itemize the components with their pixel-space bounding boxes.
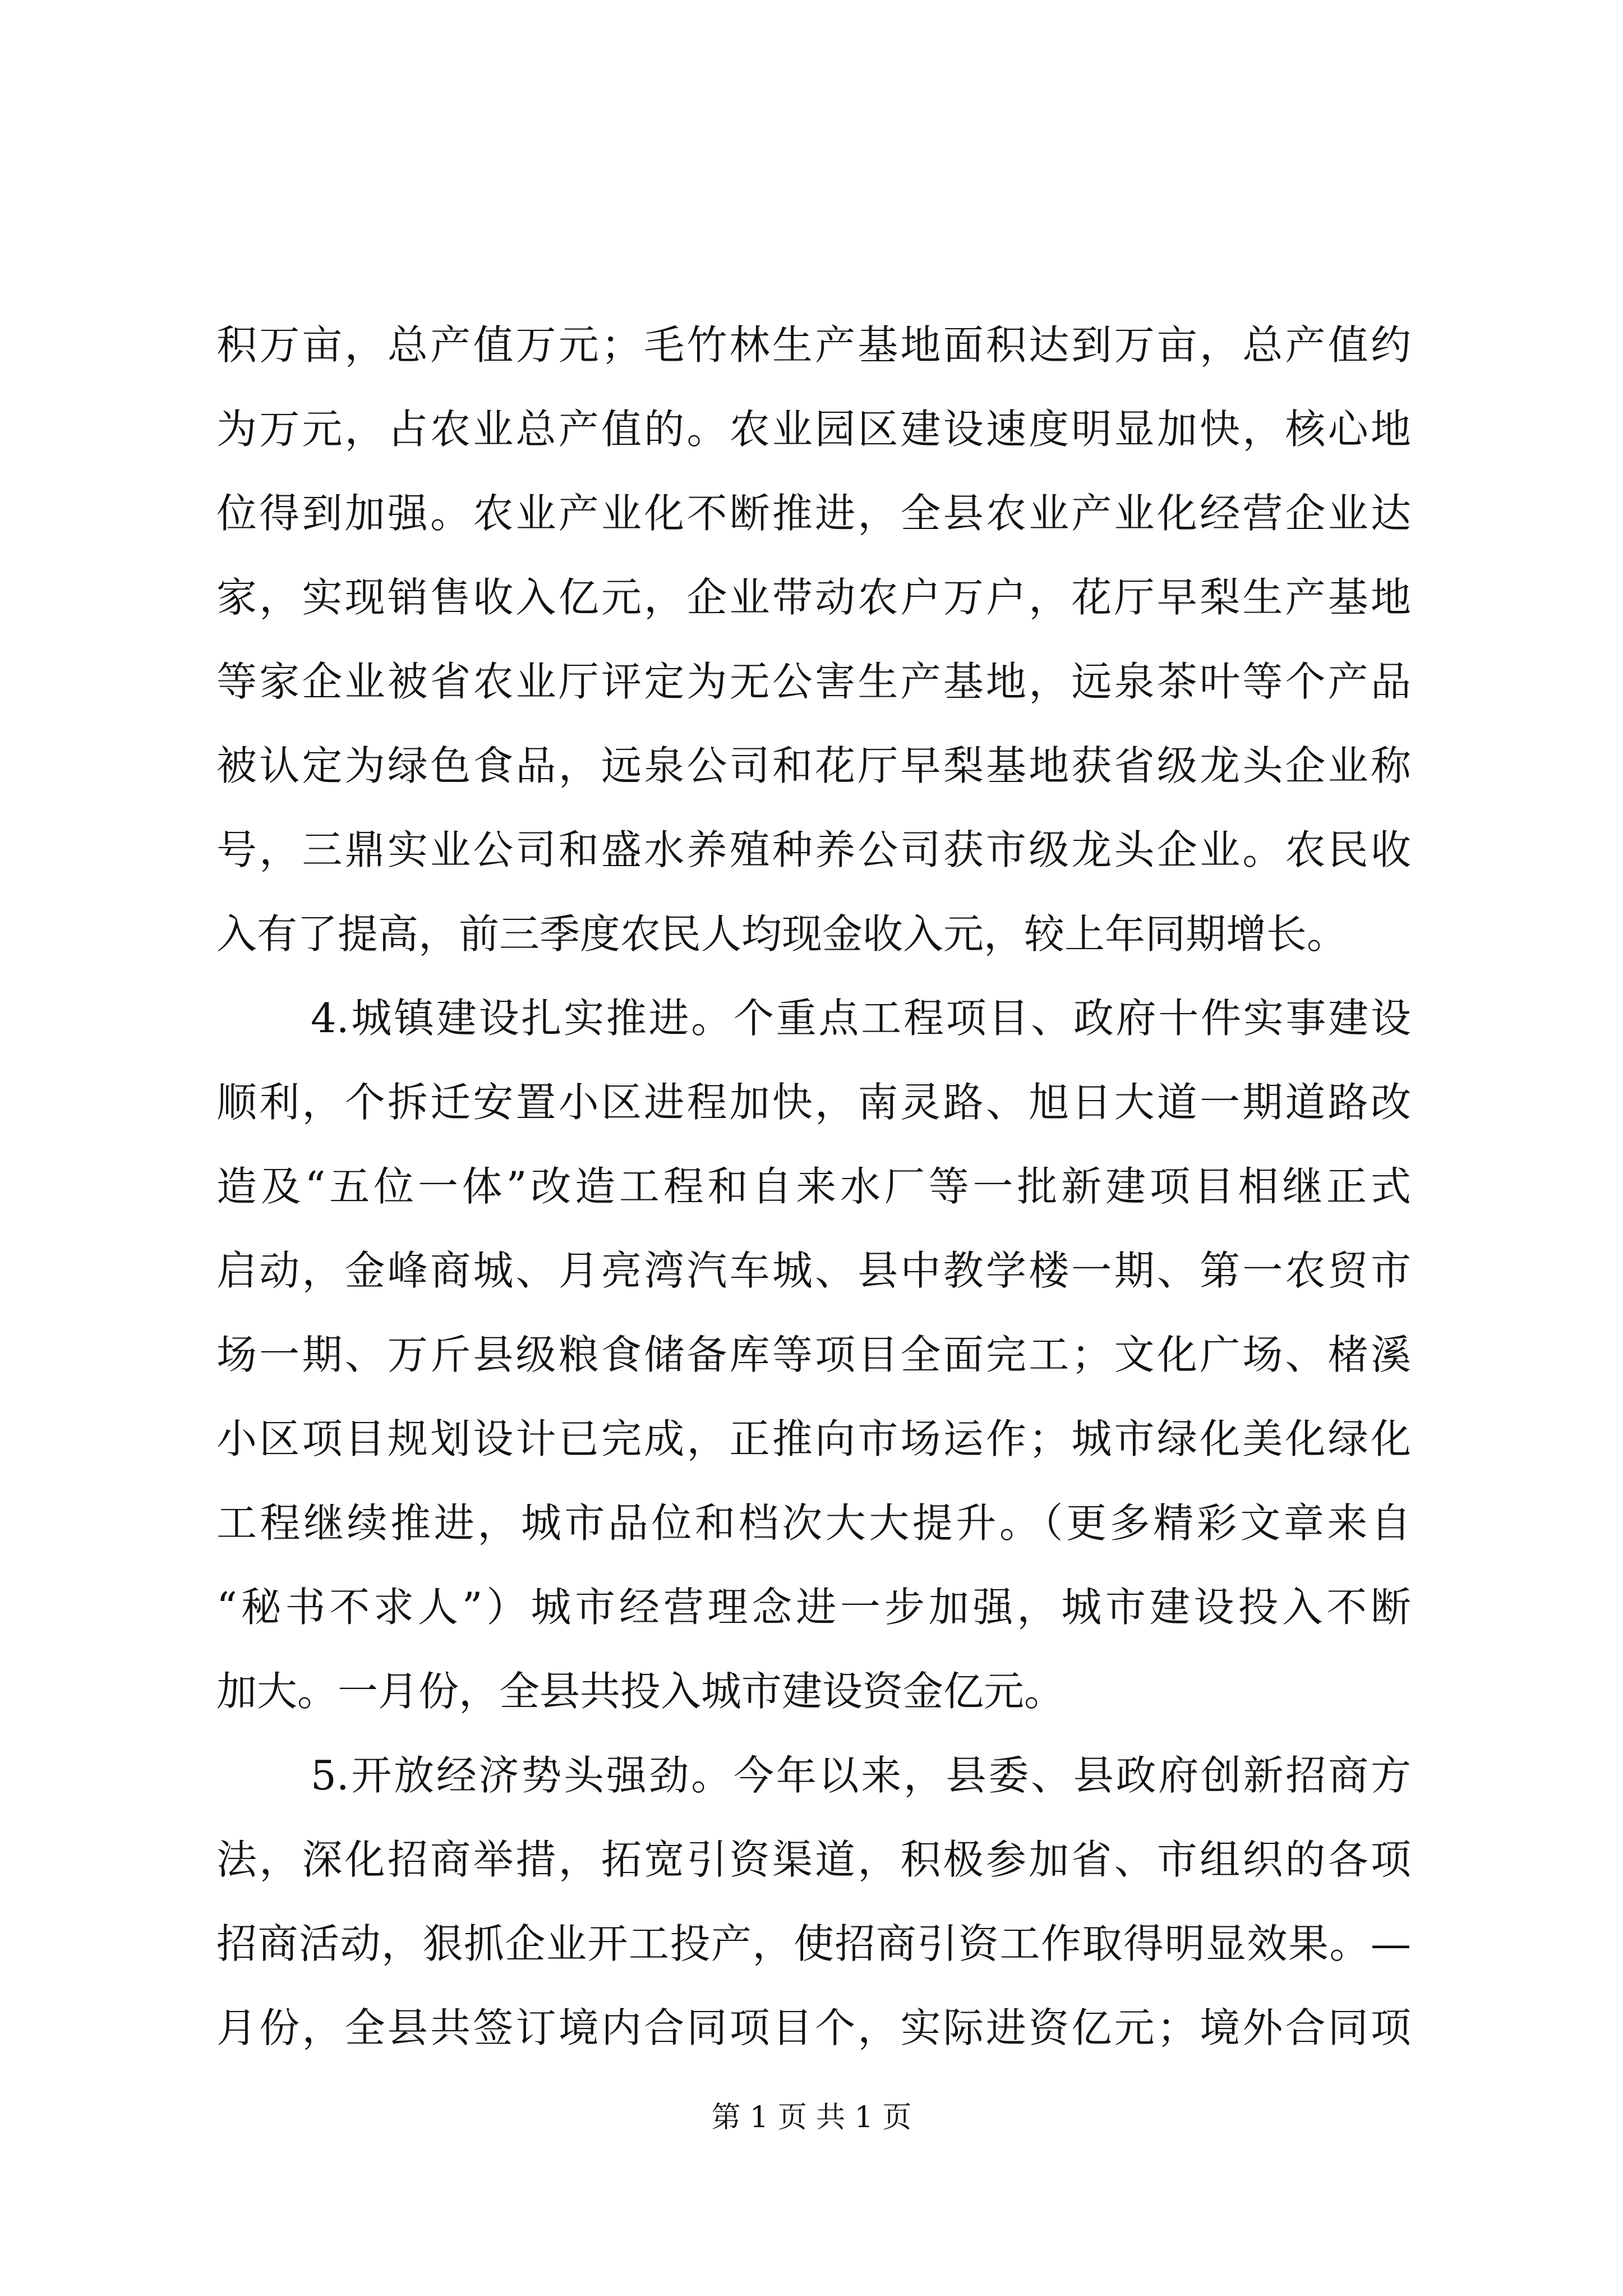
text-line: 积万亩，总产值万元；毛竹林生产基地面积达到万亩，总产值约 [216, 321, 1411, 369]
text-line: “秘书不求人”）城市经营理念进一步加强，城市建设投入不断 [216, 1584, 1411, 1631]
text-line: 家，实现销售收入亿元，企业带动农户万户，花厅早梨生产基地 [216, 574, 1411, 621]
text-line: 入有了提高，前三季度农民人均现金收入元，较上年同期增长。 [216, 910, 1348, 958]
text-line: 位得到加强。农业产业化不断推进，全县农业产业化经营企业达 [216, 490, 1411, 537]
text-line: 月份，全县共签订境内合同项目个，实际进资亿元；境外合同项 [216, 2004, 1411, 2051]
text-line: 场一期、万斤县级粮食储备库等项目全面完工；文化广场、楮溪 [216, 1331, 1411, 1378]
text-line: 等家企业被省农业厅评定为无公害生产基地，远泉茶叶等个产品 [216, 658, 1411, 705]
text-line: 加大。一月份，全县共投入城市建设资金亿元。 [216, 1668, 1065, 1715]
text-line: 法，深化招商举措，拓宽引资渠道，积极参加省、市组织的各项 [216, 1836, 1411, 1883]
text-line: 小区项目规划设计已完成，正推向市场运作；城市绿化美化绿化 [216, 1415, 1411, 1462]
text-line: 招商活动，狠抓企业开工投产，使招商引资工作取得明显效果。— [216, 1920, 1411, 1967]
body-text [216, 303, 1411, 2070]
text-line: 被认定为绿色食品，远泉公司和花厅早梨基地获省级龙头企业称 [216, 742, 1411, 789]
text-line: 5.开放经济势头强劲。今年以来，县委、县政府创新招商方 [311, 1752, 1411, 1799]
text-line: 顺利，个拆迁安置小区进程加快，南灵路、旭日大道一期道路改 [216, 1079, 1411, 1126]
text-line: 启动，金峰商城、月亮湾汽车城、县中教学楼一期、第一农贸市 [216, 1247, 1411, 1294]
text-line: 为万元，占农业总产值的。农业园区建设速度明显加快，核心地 [216, 406, 1411, 453]
text-line: 号，三鼎实业公司和盛水养殖种养公司获市级龙头企业。农民收 [216, 826, 1411, 873]
page-footer: 第 1 页 共 1 页 [711, 2101, 912, 2134]
text-line: 工程继续推进，城市品位和档次大大提升。（更多精彩文章来自 [216, 1499, 1411, 1547]
text-line: 造及“五位一体”改造工程和自来水厂等一批新建项目相继正式 [216, 1163, 1411, 1210]
text-line: 4.城镇建设扎实推进。个重点工程项目、政府十件实事建设 [311, 995, 1411, 1042]
